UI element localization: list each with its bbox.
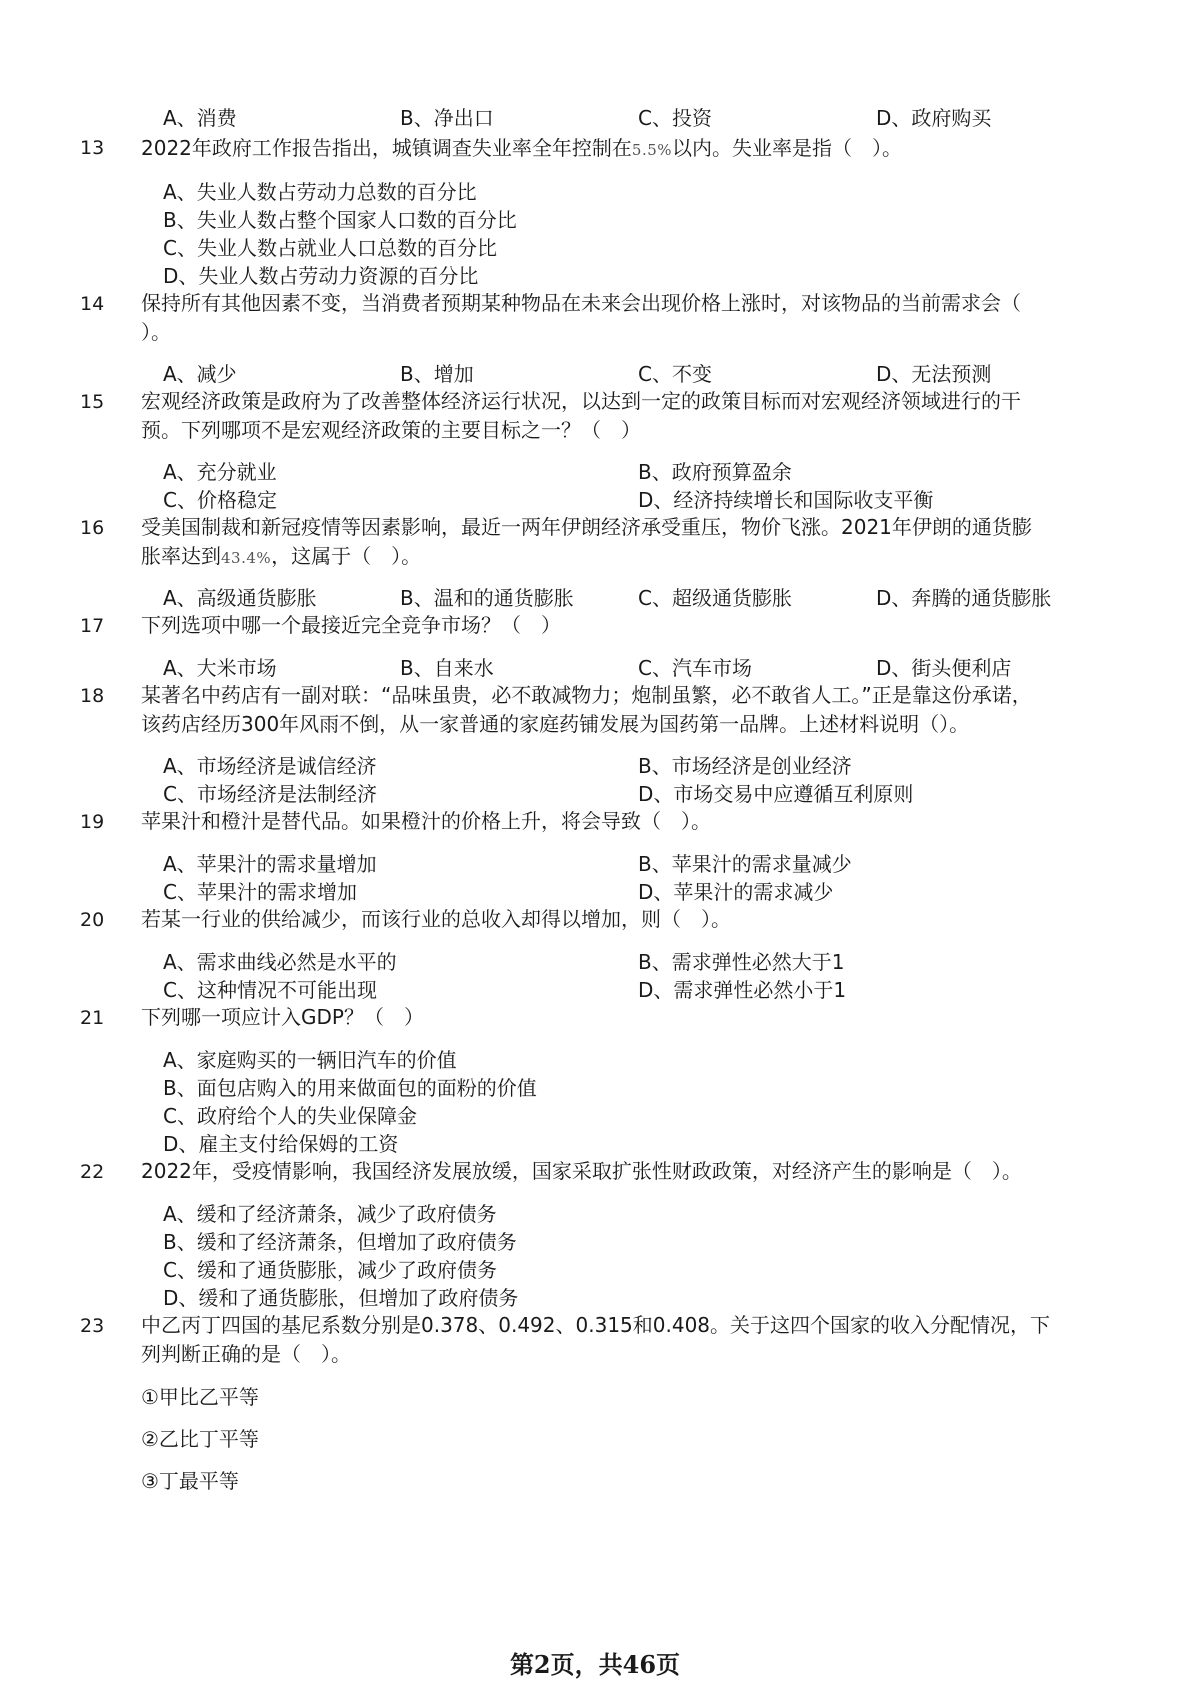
question-text: 下列哪一项应计入GDP？（ ）	[141, 1005, 424, 1029]
q19-option-d: D、苹果汁的需求减少	[638, 880, 834, 904]
question-text: 下列选项中哪一个最接近完全竞争市场？（ ）	[141, 613, 561, 637]
page-footer: 第2页，共46页	[509, 1650, 681, 1679]
question-text: 某著名中药店有一副对联：“品味虽贵，必不敢减物力；炮制虽繁，必不敢省人工。”正是靠这份承诺，	[141, 683, 1032, 707]
q18-option-c: C、市场经济是法制经济	[163, 782, 377, 806]
q21-option-a: A、家庭购买的一辆旧汽车的价值	[163, 1048, 457, 1072]
question-number: 18	[80, 685, 105, 707]
q22-option-b: B、缓和了经济萧条，但增加了政府债务	[163, 1230, 517, 1254]
statement-item: ②乙比丁平等	[141, 1427, 259, 1451]
question-text	[141, 542, 421, 572]
question-number: 17	[80, 615, 105, 637]
q16-option-a: A、高级通货膨胀	[163, 586, 317, 610]
question-text: 2022年，受疫情影响，我国经济发展放缓，国家采取扩张性财政政策，对经济产生的影响是（ ）。	[141, 1159, 1022, 1183]
q14-option-d: D、无法预测	[876, 362, 992, 386]
question-number: 15	[80, 391, 105, 413]
question-number: 16	[80, 517, 105, 539]
q19-option-a: A、苹果汁的需求量增加	[163, 852, 377, 876]
question-text	[141, 133, 1077, 165]
q15-option-d: D、经济持续增长和国际收支平衡	[638, 488, 934, 512]
question-text: 苹果汁和橙汁是替代品。如果橙汁的价格上升，将会导致（ ）。	[141, 809, 711, 833]
question-number: 23	[80, 1315, 105, 1337]
q19-option-b: B、苹果汁的需求量减少	[638, 852, 852, 876]
question-text-part: 以内。失业率是指（ ）。	[672, 136, 903, 160]
q16-option-b: B、温和的通货膨胀	[400, 586, 574, 610]
q19-option-c: C、苹果汁的需求增加	[163, 880, 357, 904]
q18-option-b: B、市场经济是创业经济	[638, 754, 852, 778]
question-number: 20	[80, 909, 105, 931]
q12-option-c: C、投资	[638, 106, 712, 130]
q15-option-a: A、充分就业	[163, 460, 277, 484]
q22-option-c: C、缓和了通货膨胀，减少了政府债务	[163, 1258, 497, 1282]
q17-option-d: D、街头便利店	[876, 656, 1012, 680]
q22-option-d: D、缓和了通货膨胀，但增加了政府债务	[163, 1286, 519, 1310]
q13-option-b: B、失业人数占整个国家人口数的百分比	[163, 208, 517, 232]
question-text-part: 胀率达到	[141, 544, 221, 568]
question-number: 13	[80, 137, 105, 159]
statement-item: ③丁最平等	[141, 1469, 239, 1493]
q16-option-d: D、奔腾的通货膨胀	[876, 586, 1052, 610]
q14-option-c: C、不变	[638, 362, 712, 386]
q15-option-b: B、政府预算盈余	[638, 460, 792, 484]
q18-option-d: D、市场交易中应遵循互利原则	[638, 782, 914, 806]
question-text: 预。下列哪项不是宏观经济政策的主要目标之一？（ ）	[141, 418, 641, 442]
question-figure: 5.5%	[631, 141, 673, 159]
question-text: 若某一行业的供给减少，而该行业的总收入却得以增加，则（ ）。	[141, 907, 731, 931]
q14-option-a: A、减少	[163, 362, 237, 386]
question-number: 21	[80, 1007, 105, 1029]
q21-option-b: B、面包店购入的用来做面包的面粉的价值	[163, 1076, 537, 1100]
question-number: 14	[80, 293, 105, 315]
q12-option-a: A、消费	[163, 106, 237, 130]
q20-option-d: D、需求弹性必然小于1	[638, 978, 847, 1002]
q12-option-b: B、净出口	[400, 106, 494, 130]
question-text-part: ，这属于（ ）。	[271, 544, 422, 568]
question-text: 中乙丙丁四国的基尼系数分别是0.378、0.492、0.315和0.408。关于这四个国家的收入分配情况，下	[141, 1313, 1051, 1337]
question-text: 该药店经历300年风雨不倒，从一家普通的家庭药铺发展为国药第一品牌。上述材料说明（）。	[141, 712, 970, 736]
q12-option-d: D、政府购买	[876, 106, 992, 130]
q20-option-a: A、需求曲线必然是水平的	[163, 950, 397, 974]
q20-option-b: B、需求弹性必然大于1	[638, 950, 845, 974]
q21-option-d: D、雇主支付给保姆的工资	[163, 1132, 399, 1156]
question-figure: 43.4%	[221, 549, 272, 567]
question-text: 列判断正确的是（ ）。	[141, 1342, 351, 1366]
question-number: 22	[80, 1161, 105, 1183]
q16-option-c: C、超级通货膨胀	[638, 586, 792, 610]
question-text: 受美国制裁和新冠疫情等因素影响，最近一两年伊朗经济承受重压，物价飞涨。2021年伊朗的通货膨	[141, 515, 1032, 539]
statement-item: ①甲比乙平等	[141, 1385, 259, 1409]
q13-option-c: C、失业人数占就业人口总数的百分比	[163, 236, 497, 260]
q17-option-b: B、自来水	[400, 656, 494, 680]
q17-option-c: C、汽车市场	[638, 656, 752, 680]
q21-option-c: C、政府给个人的失业保障金	[163, 1104, 417, 1128]
q14-option-b: B、增加	[400, 362, 474, 386]
q13-option-d: D、失业人数占劳动力资源的百分比	[163, 264, 479, 288]
question-number: 19	[80, 811, 105, 833]
q15-option-c: C、价格稳定	[163, 488, 277, 512]
question-text: ）。	[141, 320, 171, 344]
q13-option-a: A、失业人数占劳动力总数的百分比	[163, 180, 477, 204]
question-text: 宏观经济政策是政府为了改善整体经济运行状况，以达到一定的政策目标而对宏观经济领域进行的干	[141, 389, 1021, 413]
q17-option-a: A、大米市场	[163, 656, 277, 680]
question-text-part: 2022年政府工作报告指出，城镇调查失业率全年控制在	[141, 136, 632, 160]
question-text: 保持所有其他因素不变，当消费者预期某种物品在未来会出现价格上涨时，对该物品的当前需求会（	[141, 291, 1021, 315]
q22-option-a: A、缓和了经济萧条，减少了政府债务	[163, 1202, 497, 1226]
q18-option-a: A、市场经济是诚信经济	[163, 754, 377, 778]
q20-option-c: C、这种情况不可能出现	[163, 978, 377, 1002]
